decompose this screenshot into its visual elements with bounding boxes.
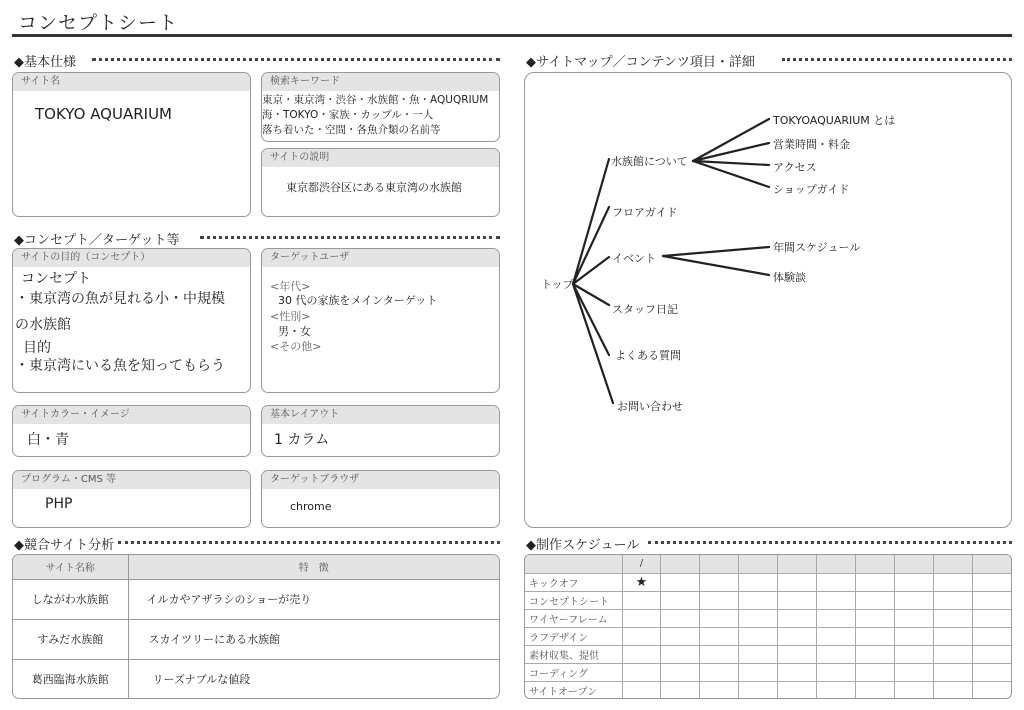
schedule-cell [778,573,817,591]
schedule-date-header [661,555,700,573]
sitemap-node: TOKYOAQUARIUM とは [773,114,896,127]
site-name-label: サイト名 [13,73,250,91]
schedule-cell [778,645,817,663]
sitemap-node: イベント [612,252,656,265]
site-name-box [12,72,251,217]
keywords-box [261,72,500,142]
schedule-cell [855,681,894,699]
schedule-cell [933,681,972,699]
schedule-cell [933,645,972,663]
schedule-date-header [700,555,739,573]
layout-label: 基本レイアウト [262,406,499,424]
schedule-task-label: コンセプトシート [525,591,622,609]
schedule-cell [661,681,700,699]
schedule-cell [778,627,817,645]
competitor-feature: スカイツリーにある水族館 [128,619,499,659]
schedule-header-row [525,555,1011,573]
purpose-label: サイトの目的（コンセプト） [13,249,250,267]
table-header-row [13,555,499,579]
schedule-date-header [933,555,972,573]
schedule-cell [739,627,778,645]
sitemap-node: 年間スケジュール [773,241,861,254]
branch-line [693,143,769,161]
schedule-task-label: キックオフ [525,573,622,591]
title-rule [12,34,1012,37]
sitemap-node: 水族館について [611,155,688,168]
schedule-task-label: サイトオープン [525,681,622,699]
schedule-cell [739,573,778,591]
keywords-label: 検索キーワード [262,73,499,91]
schedule-cell [661,591,700,609]
schedule-task-label: 素材収集、提供 [525,645,622,663]
schedule-cell [661,663,700,681]
purpose-line: ・東京湾の魚が見れる小・中規模 [15,291,225,307]
schedule-cell [933,573,972,591]
schedule-cell [933,609,972,627]
schedule-date-header [739,555,778,573]
sitemap-box [524,72,1012,528]
schedule-cell [894,681,933,699]
schedule-cell [661,627,700,645]
schedule-cell [972,645,1011,663]
description-value: 東京都渋谷区にある東京湾の水族館 [286,181,462,194]
table-row [13,619,499,659]
sitemap-lines [525,73,1012,528]
schedule-cell [622,645,661,663]
site-name-value: TOKYO AQUARIUM [35,105,172,123]
section-divider [118,541,500,544]
schedule-cell [816,681,855,699]
section-divider [648,541,1012,544]
schedule-cell [855,591,894,609]
browser-value: chrome [290,500,332,513]
schedule-cell [622,609,661,627]
schedule-cell [661,573,700,591]
competitor-name: 葛西臨海水族館 [13,659,128,699]
schedule-cell [778,609,817,627]
schedule-cell [855,573,894,591]
keywords-line: 落ち着いた・空間・各魚介類の名前等 [262,124,441,136]
section-schedule-heading: ◆制作スケジュール [526,538,640,553]
schedule-cell [739,645,778,663]
target-line: <性別> [270,310,311,323]
schedule-cell [894,645,933,663]
schedule-date-header [972,555,1011,573]
schedule-cell [739,681,778,699]
schedule-row [525,645,1011,663]
schedule-cell [778,663,817,681]
schedule-corner-cell [525,555,622,573]
schedule-cell [661,645,700,663]
description-label: サイトの説明 [262,149,499,167]
schedule-cell [622,627,661,645]
program-box [12,470,251,528]
branch-line [663,256,769,275]
target-line: 30 代の家族をメインターゲット [278,294,438,307]
schedule-cell [855,663,894,681]
schedule-cell [933,591,972,609]
schedule-cell [700,663,739,681]
schedule-cell [700,591,739,609]
purpose-line: の水族館 [15,317,71,333]
schedule-cell [700,645,739,663]
competitor-name: すみだ水族館 [13,619,128,659]
schedule-cell [933,663,972,681]
schedule-cell [816,591,855,609]
schedule-cell [700,681,739,699]
target-box [261,248,500,393]
schedule-table [525,555,1011,699]
schedule-cell [816,663,855,681]
schedule-cell [622,591,661,609]
branch-line [573,284,613,403]
competitor-feature: イルカやアザラシのショーが売り [128,579,499,619]
target-line: 男・女 [278,325,311,338]
sitemap-node: よくある質問 [615,349,681,362]
schedule-cell [894,609,933,627]
schedule-cell [622,681,661,699]
schedule-cell [894,591,933,609]
schedule-cell [816,573,855,591]
keywords-line: 東京・東京湾・渋谷・水族館・魚・AQUQRIUM [262,94,489,106]
schedule-task-label: ラフデザイン [525,627,622,645]
layout-box [261,405,500,457]
sitemap-node: 体験談 [773,271,806,284]
schedule-cell [700,627,739,645]
schedule-row [525,663,1011,681]
target-line: <年代> [270,280,311,293]
schedule-cell [972,663,1011,681]
schedule-row [525,681,1011,699]
purpose-line: 目的 [23,340,51,356]
schedule-cell [739,609,778,627]
target-line: <その他> [270,340,322,353]
section-divider [92,58,500,61]
schedule-cell [894,627,933,645]
schedule-cell [894,573,933,591]
schedule-date-header [855,555,894,573]
schedule-cell [739,663,778,681]
branch-line [573,159,609,284]
table-row [13,579,499,619]
branch-line [693,119,769,161]
schedule-cell [894,663,933,681]
schedule-cell [855,609,894,627]
sitemap-node: お問い合わせ [617,400,683,413]
col-header-feature: 特 徴 [128,555,499,579]
program-label: プログラム・CMS 等 [13,471,250,489]
sitemap-node: フロアガイド [612,206,678,219]
schedule-cell [739,591,778,609]
competitor-table-box [12,554,500,699]
schedule-cell [972,573,1011,591]
section-divider [200,236,500,239]
schedule-cell [816,627,855,645]
schedule-cell [972,681,1011,699]
page-title: コンセプトシート [18,12,179,34]
schedule-row [525,573,1011,591]
sitemap-node: スタッフ日記 [612,303,678,316]
kickoff-star: ★ [622,573,661,591]
section-competitor-heading: ◆競合サイト分析 [14,538,115,553]
schedule-row [525,627,1011,645]
schedule-cell [778,591,817,609]
schedule-cell [855,645,894,663]
competitor-table [13,555,499,699]
section-sitemap-heading: ◆サイトマップ／コンテンツ項目・詳細 [526,55,755,70]
branch-line [663,247,769,256]
competitor-feature: リーズナブルな値段 [152,673,251,687]
schedule-row [525,591,1011,609]
schedule-cell [816,645,855,663]
schedule-cell [816,609,855,627]
schedule-cell [972,609,1011,627]
browser-label: ターゲットブラウザ [262,471,499,489]
schedule-cell [700,573,739,591]
schedule-task-label: ワイヤーフレーム [525,609,622,627]
schedule-cell [933,627,972,645]
schedule-cell [972,627,1011,645]
schedule-cell [661,609,700,627]
sitemap-node: 営業時間・料金 [773,138,850,151]
schedule-cell [972,591,1011,609]
target-label: ターゲットユーザ [262,249,499,267]
color-label: サイトカラー・イメージ [13,406,250,424]
schedule-cell [700,609,739,627]
purpose-line: ・東京湾にいる魚を知ってもらう [15,358,225,374]
sitemap-node: アクセス [773,161,817,174]
schedule-date-header [778,555,817,573]
competitor-name: しながわ水族館 [13,579,128,619]
color-value: 白・青 [27,432,69,448]
keywords-line: 海・TOKYO・家族・カップル・一人 [262,109,434,121]
purpose-box [12,248,251,393]
schedule-date-header: / [622,555,661,573]
col-header-name: サイト名称 [13,555,128,579]
program-value: PHP [45,496,73,512]
sitemap-root: トップ [541,278,574,291]
schedule-table-box [524,554,1012,699]
color-box [12,405,251,457]
purpose-line: コンセプト [21,271,91,287]
schedule-date-header [816,555,855,573]
browser-box [261,470,500,528]
section-concept-heading: ◆コンセプト／ターゲット等 [14,233,180,248]
description-box [261,148,500,217]
sitemap-node: ショップガイド [773,183,850,196]
schedule-task-label: コーディング [525,663,622,681]
schedule-cell [778,681,817,699]
schedule-cell [855,627,894,645]
schedule-row [525,609,1011,627]
layout-value: 1 カラム [274,432,330,448]
section-divider [782,58,1012,61]
schedule-date-header [894,555,933,573]
table-row [13,659,499,699]
section-basic-heading: ◆基本仕様 [14,55,76,70]
schedule-cell [622,663,661,681]
